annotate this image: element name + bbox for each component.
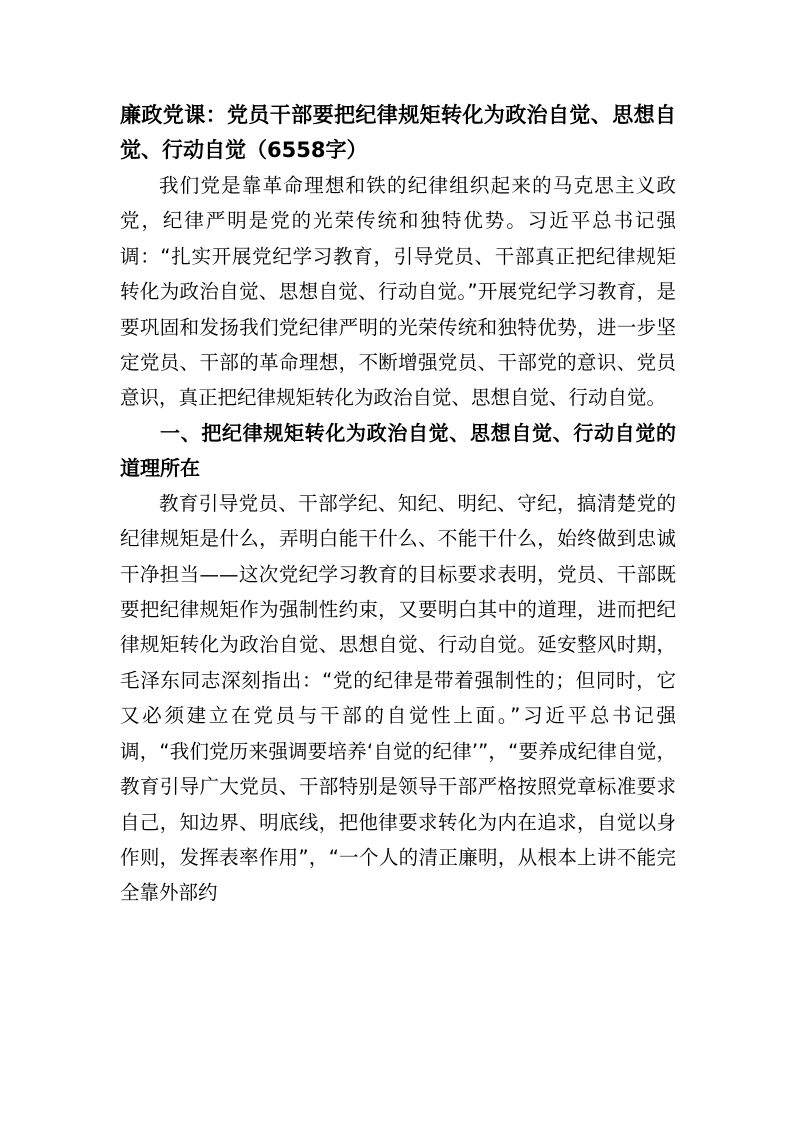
section-heading: 一、把纪律规矩转化为政治自觉、思想自觉、行动自觉的道理所在: [120, 420, 676, 480]
intro-paragraph: 我们党是靠革命理想和铁的纪律组织起来的马克思主义政党，纪律严明是党的光荣传统和独特优势。习近平总书记强调：“扎实开展党纪学习教育，引导党员、干部真正把纪律规矩转化为政治自觉、思想自觉、行动自觉。”开展党纪学习教育，是要巩固和发扬我们党纪律严明的光荣传统和独特优势，进一步坚定党员、干部的革命理想，不断增强党员、干部党的意识、党员意识，真正把纪律规矩转化为政治自觉、思想自觉、行动自觉。: [120, 174, 676, 410]
document-page: [120, 98, 676, 911]
section-body-paragraph: 教育引导党员、干部学纪、知纪、明纪、守纪，搞清楚党的纪律规矩是什么，弄明白能干什么、不能干什么，始终做到忠诚干净担当——这次党纪学习教育的目标要求表明，党员、干部既要把纪律规矩作为强制性约束，又要明白其中的道理，进而把纪律规矩转化为政治自觉、思想自觉、行动自觉。延安整风时期，毛泽东同志深刻指出：“党的纪律是带着强制性的；但同时，它又必须建立在党员与干部的自觉性上面。”习近平总书记强调，“我们党历来强调要培养‘自觉的纪律’”，“要养成纪律自觉，教育引导广大党员、干部特别是领导干部严格按照党章标准要求自己，知边界、明底线，把他律要求转化为内在追求，自觉以身作则，发挥表率作用”，“一个人的清正廉明，从根本上讲不能完全靠外部约: [120, 491, 676, 905]
document-title: 廉政党课：党员干部要把纪律规矩转化为政治自觉、思想自觉、行动自觉（6558字）: [120, 103, 676, 162]
